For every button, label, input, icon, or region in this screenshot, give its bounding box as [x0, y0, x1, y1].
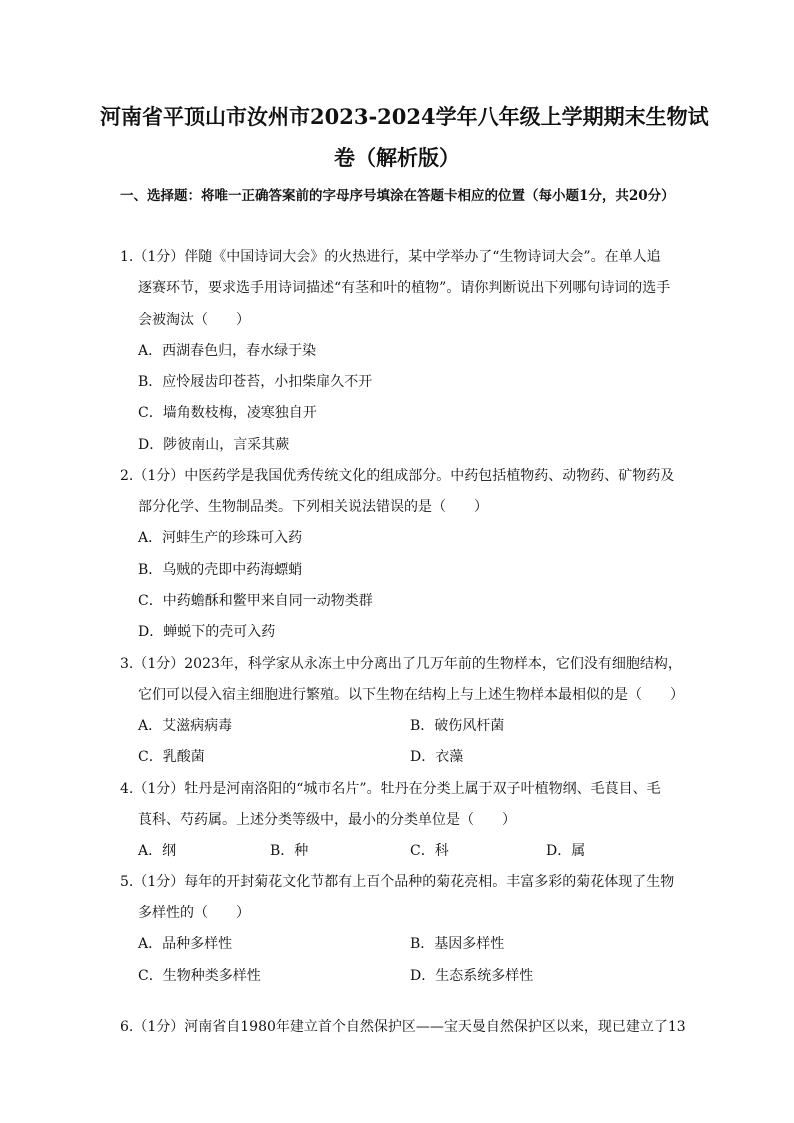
question-1-stem-line-2: 逐赛环节，要求选手用诗词描述“有茎和叶的植物”。请你判断说出下列哪句诗词的选手: [138, 280, 671, 296]
question-1-option-d[interactable]: D．陟彼南山，言采其蕨: [138, 437, 290, 453]
question-4-option-a[interactable]: A．纲: [138, 843, 177, 859]
question-3-stem-line-1: 3.（1分）2023年，科学家从永冻土中分离出了几万年前的生物样本，它们没有细胞结构，: [120, 656, 682, 672]
section-heading: 一、选择题：将唯一正确答案前的字母序号填涂在答题卡相应的位置（每小题1分，共20分）: [120, 188, 675, 204]
question-3-stem-line-2: 它们可以侵入宿主细胞进行繁殖。以下生物在结构上与上述生物样本最相似的是（ ）: [138, 687, 684, 703]
question-1-option-a[interactable]: A．西湖春色归，春水绿于染: [138, 343, 317, 359]
question-1-option-b[interactable]: B．应怜屐齿印苍苔，小扣柴扉久不开: [138, 374, 373, 390]
question-1-option-c[interactable]: C．墙角数枝梅，凌寒独自开: [138, 405, 317, 421]
question-5-option-a[interactable]: A．品种多样性: [138, 936, 233, 952]
question-4-option-d[interactable]: D．属: [546, 843, 586, 859]
question-2-option-a[interactable]: A．河蚌生产的珍珠可入药: [138, 530, 303, 546]
question-3-option-b[interactable]: B．破伤风杆菌: [410, 718, 505, 734]
question-3-option-c[interactable]: C．乳酸菌: [138, 749, 205, 765]
question-4-option-c[interactable]: C．科: [410, 843, 449, 859]
question-5-stem-line-1: 5.（1分）每年的开封菊花文化节都有上百个品种的菊花亮相。丰富多彩的菊花体现了生物: [120, 874, 675, 890]
question-3-option-d[interactable]: D．衣藻: [410, 749, 464, 765]
question-3-option-a[interactable]: A．艾滋病病毒: [138, 718, 233, 734]
question-2-option-d[interactable]: D．蝉蜕下的壳可入药: [138, 624, 276, 640]
question-2-stem-line-1: 2.（1分）中医药学是我国优秀传统文化的组成部分。中药包括植物药、动物药、矿物药及: [120, 468, 675, 484]
question-5-option-d[interactable]: D．生态系统多样性: [410, 968, 534, 984]
question-5-option-c[interactable]: C．生物种类多样性: [138, 968, 261, 984]
question-2-option-b[interactable]: B．乌贼的壳即中药海螵蛸: [138, 562, 303, 578]
question-4-stem-line-1: 4.（1分）牡丹是河南洛阳的“城市名片”。牡丹在分类上属于双子叶植物纲、毛茛目、毛: [120, 781, 661, 797]
document-title-line-1: 河南省平顶山市汝州市2023-2024学年八年级上学期期末生物试: [100, 104, 709, 129]
document-title-line-2: 卷（解析版）: [334, 145, 460, 170]
question-4-option-b[interactable]: B．种: [270, 843, 309, 859]
question-2-stem-line-2: 部分化学、生物制品类。下列相关说法错误的是（ ）: [138, 499, 488, 515]
question-5-option-b[interactable]: B．基因多样性: [410, 936, 505, 952]
question-5-stem-line-2: 多样性的（ ）: [138, 905, 250, 921]
question-6-stem-line-1: 6.（1分）河南省自1980年建立首个自然保护区——宝天曼自然保护区以来，现已建立了13: [120, 1019, 686, 1035]
question-4-stem-line-2: 茛科、芍药属。上述分类等级中，最小的分类单位是（ ）: [138, 812, 516, 828]
question-1-stem-line-3: 会被淘汰（ ）: [138, 312, 250, 328]
question-1-stem-line-1: 1.（1分）伴随《中国诗词大会》的火热进行，某中学举办了“生物诗词大会”。在单人追: [120, 249, 661, 265]
question-2-option-c[interactable]: C．中药蟾酥和鳖甲来自同一动物类群: [138, 593, 373, 609]
